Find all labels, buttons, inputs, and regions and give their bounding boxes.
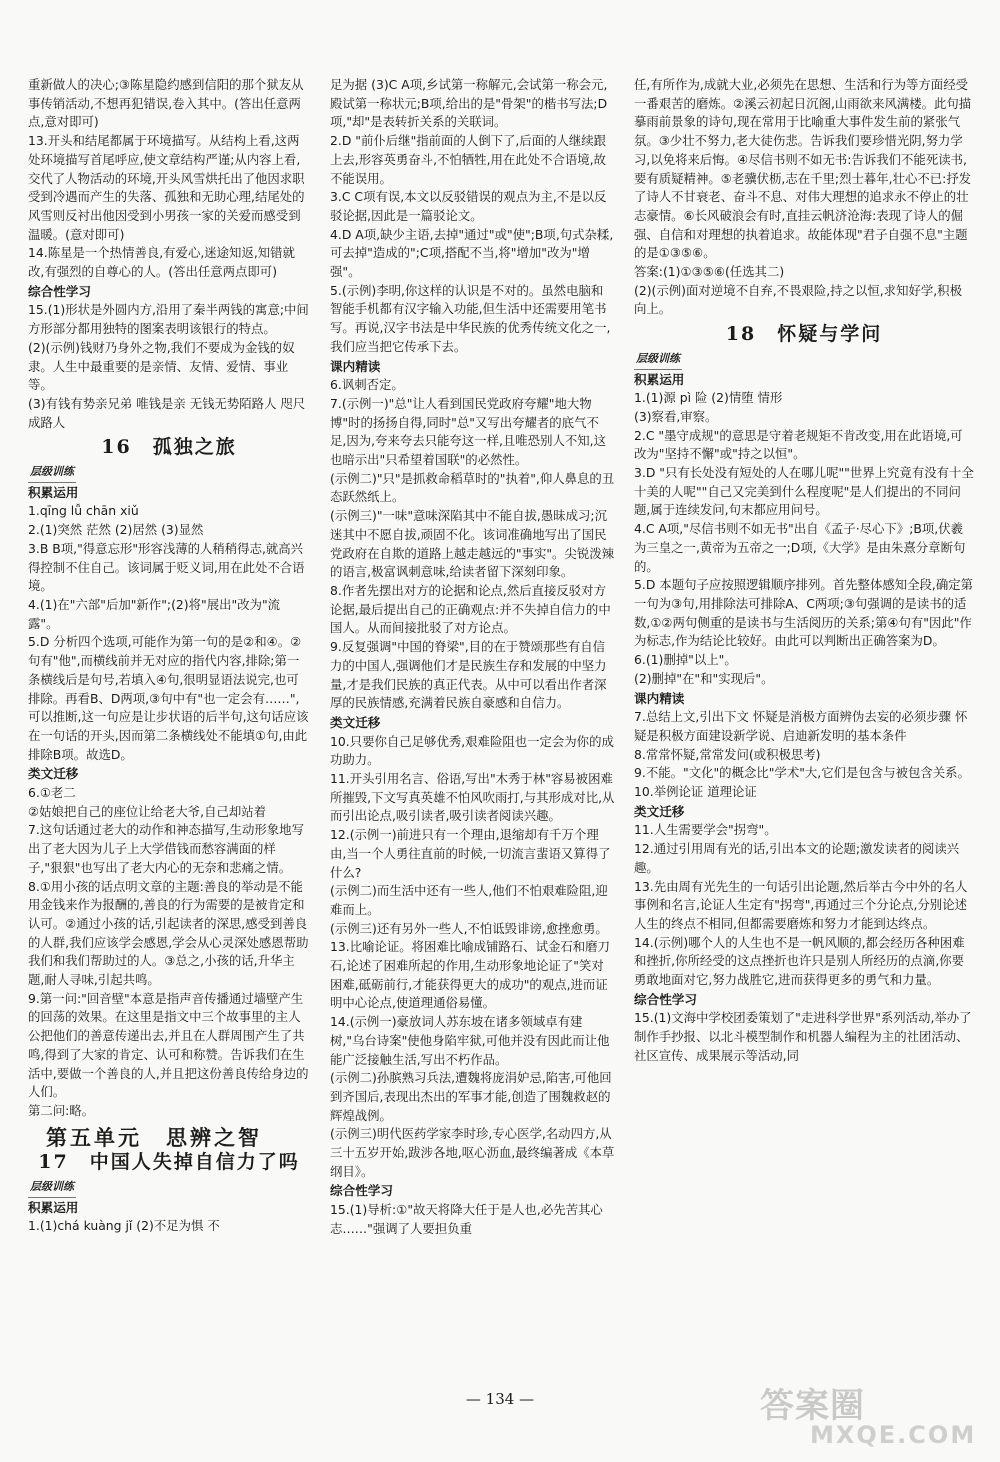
answer-item: (2)(示例)面对逆境不自弃,不畏艰险,持之以恒,求知好学,积极向上。: [634, 282, 962, 317]
answer-item: 15.(1)文海中学校团委策划了"走进科学世界"系列活动,举办了制作手抄报、以北斗模型制作和机器人编程为主的社团活动、社区宣传、成果展示等活动,同: [634, 1010, 972, 1063]
page-number: — 134 —: [465, 1390, 535, 1408]
section-heading: 积累运用: [634, 371, 685, 387]
answer-item: 2.(1)突然 茫然 (2)居然 (3)显然: [28, 522, 204, 538]
section-heading: 积累运用: [28, 484, 79, 500]
answer-item: 3.C C项有误,本文以反驳错误的观点为主,不是以反驳论据,因此是一篇驳论文。: [330, 189, 607, 223]
column-right: [634, 76, 974, 1066]
answer-item: 7.总结上文,引出下文 怀疑是消极方面辨伪去妄的必须步骤 怀疑是积极方面建设新学说、启迪新发明的基本条件: [634, 709, 968, 743]
answer-item: 8.作者先摆出对方的论据和论点,然后直接反驳对方论据,最后提出自己的正确观点:并不失掉自信力的中国人。从而间接批驳了对方论点。: [330, 582, 611, 636]
answer-item: 11.人生需要学会"拐弯"。: [634, 822, 777, 838]
section-tag-row: [634, 348, 974, 370]
section-heading: 课内精读: [634, 690, 685, 706]
answer-item: 14.(示例)哪个人的人生也不是一帆风顺的,都会经历各种困难和挫折,你所经受的这点挫折也许只是别人所经历的点滴,你要勇敢地面对它,努力战胜它,进而获得更多的勇气和力量。: [634, 934, 965, 988]
answer-item: 15.(1)导析:①"故天将降大任于是人也,必先苦其心志……"强调了人要担负重: [330, 1202, 603, 1236]
section-heading: 课内精读: [330, 358, 381, 374]
answer-item: 1.(1)源 pì 险 (2)情堕 情形: [634, 390, 783, 406]
section-heading: 类文迁移: [330, 714, 381, 730]
answer-item: 13.先由周有光先生的一句话引出论题,然后举古今中外的名人事例和名言,论证人生定有"拐弯",再通过三个分论点,分别论述人生的终点不相同,但都需要磨炼和努力才能到达终点。: [634, 878, 968, 931]
section-heading: 综合性学习: [28, 283, 91, 299]
section-tag-row: [28, 1176, 310, 1198]
answer-item: 5.D 分析四个选项,可能作为第一句的是②和④。②句有"他",而横线前并无对应的指代内容,排除;第一条横线后是句号,若填入④句,很明显语法说完,也可排除。再看B、D两项,③句中有"也一定会有……",可以推断,这一句应是让步状语的后半句,这句话应该在一句话的开头,因而第二条横线处不能填①句,由此排除B项。故选D。: [28, 634, 309, 762]
answer-item: 答案:(1)①③⑤⑥(任选其二): [634, 264, 785, 280]
section-heading: 类文迁移: [28, 766, 79, 782]
lesson-title: 18 怀疑与学问: [725, 323, 883, 346]
watermark-top: 答案圈: [760, 1386, 865, 1426]
answer-item: (示例二)而生活中还有一些人,他们不怕艰难险阻,迎难而上。: [330, 883, 608, 917]
answer-item: (示例三)"一味"意味深陷其中不能自拔,愚昧成习;沉迷其中不愿自拔,顽固不化。该词准确地写出了国民党政府在自欺的道路上越走越远的"事实"。尖锐泼辣的语言,极富讽刺意味,给读者留下深刻印象。: [330, 508, 614, 580]
answer-item: 2.C "墨守成规"的意思是守着老规矩不肯改变,用在此语境,可改为"坚持不懈"或"持之以恒"。: [634, 427, 963, 462]
answer-item: 2.D "前仆后继"指前面的人倒下了,后面的人继续跟上去,形容英勇奋斗,不怕牺牲,用在此处不合语境,故不能误用。: [330, 133, 607, 186]
answer-item: 14.陈星是一个热情善良,有爱心,迷途知返,知错就改,有强烈的自尊心的人。(答出任意两点即可): [28, 245, 295, 280]
answer-item: 13.比喻论证。将困难比喻成铺路石、试金石和磨刀石,论述了困难所起的作用,生动形象地论证了"笑对困难,砥砺前行,才能获得更大的成功"的观点,进而证明中心论点,使道理通俗易懂。: [330, 939, 610, 1011]
answer-item: 9.第一问:"回音壁"本意是指声音传播通过墙壁产生的回荡的效果。在这里是指文中三个故事里的主人公把他们的善意传递出去,并且在人群周围产生了共鸣,得到了大家的肯定、认可和称赞。告诉我们在生活中,要做一个善良的人,并且把这份善良传给身边的人们。: [28, 990, 309, 1100]
answer-item: 3.D "只有长处没有短处的人在哪儿呢""世界上究竟有没有十全十美的人呢""自己又完美到什么程度呢"是人们提出的不同问题,属于连续发问,句末都应用问号。: [634, 465, 974, 518]
answer-item: 7.(示例一)"总"让人看到国民党政府夸耀"地大物博"时的扬扬自得,同时"总"又写出夸耀者的底气不足,因为,夸来夸去只能夸这一样,且唯恐别人不知,这也暗示出"只希望着国联"的必然性。: [330, 395, 606, 468]
answer-item: 足为据 (3)C A项,乡试第一称解元,会试第一称会元,殿试第一称状元;B项,给出的是"骨架"的楷书写法;D项,"却"是表转折关系的关联词。: [330, 77, 608, 130]
section-tag: 层级训练: [634, 350, 682, 370]
answer-item: 1.(1)chá kuàng jǐ (2)不足为惧 不: [28, 1218, 220, 1234]
answer-item: (示例二)孙膑熟习兵法,遭魏将庞涓妒忌,陷害,可他回到齐国后,表现出杰出的军事才能,创造了围魏救赵的辉煌战例。: [330, 1070, 612, 1123]
answer-item: 第二问:略。: [28, 1102, 95, 1118]
section-heading: 积累运用: [28, 1199, 79, 1215]
answer-item: 8.常常怀疑,常常发问(或积极思考): [634, 746, 821, 762]
answer-item: 12.(示例一)前进只有一个理由,退缩却有千万个理由,当一个人勇往直前的时候,一切流言蜚语又算得了什么?: [330, 827, 611, 880]
answer-item: 4.D A项,缺少主语,去掉"通过"或"使";B项,句式杂糅,可去掉"造成的";C项,搭配不当,将"增加"改为"增强"。: [330, 226, 614, 280]
section-tag: 层级训练: [28, 463, 76, 483]
section-tag: 层级训练: [28, 1178, 76, 1198]
answer-item: 12.通过引用周有光的话,引出本文的论题;激发读者的阅读兴趣。: [634, 841, 960, 875]
watermark-logo: [760, 1378, 990, 1458]
column-middle: [330, 76, 615, 1239]
answer-item: 14.(示例一)豪放词人苏东坡在诸多领域卓有建树,"乌台诗案"使他身陷牢狱,可他并没有因此而让他能广泛接触生活,写出不朽作品。: [330, 1014, 610, 1067]
answer-item: 6.讽刺否定。: [330, 377, 404, 393]
section-tag-row: [28, 461, 310, 483]
answer-item: 4.(1)在"六部"后加"新作";(2)将"展出"改为"流露"。: [28, 596, 281, 631]
answer-item: (3)有钱有势亲兄弟 唯钱是亲 无钱无势陌路人 咫尺成路人: [28, 395, 306, 430]
answer-item: 10.只要你自己足够优秀,艰难险阻也一定会为你的成功助力。: [330, 733, 614, 768]
answer-item: 1.qīng lǚ chān xiǔ: [28, 503, 139, 519]
answer-item: (示例三)还有另外一些人,不怕诋毁诽谤,愈挫愈勇。: [330, 920, 608, 936]
answer-item: ②姑娘把自己的座位让给老大爷,自己却站着: [28, 803, 267, 819]
lesson-title: 17 中国人失掉自信力了吗: [38, 1151, 300, 1174]
answer-item: 5.D 本题句子应按照逻辑顺序排列。首先整体感知全段,确定第一句为③句,用排除法可排除A、C两项;③句强调的是读书的适数,①②两句侧重的是读书与生活阅历的关系;第④句有"因此"作为标志,作为结论比较好。由此可以判断出正确答案为D。: [634, 577, 974, 649]
answer-item: (3)察看,审察。: [634, 408, 718, 424]
answer-item: (示例三)明代医药学家李时珍,专心医学,名动四方,从三十五岁开始,跋涉各地,呕心沥血,最终编著成《本草纲目》。: [330, 1126, 615, 1179]
answer-item: 6.(1)删掉"以上"。: [634, 652, 737, 668]
answer-item: 10.举例论证 道理论证: [634, 784, 757, 800]
section-heading: 综合性学习: [330, 1183, 393, 1199]
answer-item: 9.不能。"文化"的概念比"学术"大,它们是包含与被包含关系。: [634, 765, 970, 781]
section-heading: 综合性学习: [634, 991, 697, 1007]
answer-item: 9.反复强调"中国的脊梁",目的在于赞颂那些有自信力的中国人,强调他们才是民族生存和发展的中坚力量,才是我们民族的真正代表。从中可以看出作者深厚的民族情感,充满着民族自豪感和自信力。: [330, 639, 607, 711]
answer-item: 4.C A项,"尽信书则不如无书"出自《孟子·尽心下》;B项,伏羲为三皇之一,黄帝为五帝之一;D项,《大学》是由朱熹分章断句的。: [634, 521, 966, 574]
answer-item: (示例二)"只"是抓救命稻草时的"执着",仰人鼻息的丑态跃然纸上。: [330, 470, 615, 505]
lesson-title: 16 孤独之旅: [101, 436, 237, 459]
answer-item: 任,有所作为,成就大业,必须先在思想、生活和行为等方面经受一番艰苦的磨炼。②溪云初起日沉阁,山雨欲来风满楼。此句描摹雨前景象的诗句,现在常用于比喻重大事件发生前的紧张气氛。③少壮不努力,老大徒伤悲。告诉我们要珍惜光阴,努力学习,以免将来后悔。④尽信书则不如无书:告诉我们不能死读书,要有质疑精神。⑤老骥伏枥,志在千里;烈士暮年,壮心不已:抒发了诗人不甘衰老、奋斗不息、对伟大理想的追求永不停止的壮志豪情。⑥长风破浪会有时,直挂云帆济沧海:表现了诗人的倔强、自信和对理想的执着追求。故能体现"君子自强不息"主题的是①③⑤⑥。: [634, 77, 972, 261]
answer-item: 7.这句话通过老大的动作和神态描写,生动形象地写出了老大因为儿子上大学借钱而愁容满面的样子,"狠狠"也写出了老大内心的无奈和悲痛之情。: [28, 822, 304, 875]
answer-item: 6.①老二: [28, 785, 76, 801]
answer-item: 重新做人的决心;③陈星隐约感到信阳的那个狱友从事传销活动,不想再犯错误,卷入其中。(答出任意两点,意对即可): [28, 77, 304, 130]
column-left: [28, 76, 310, 1236]
answer-item: 5.(示例)李明,你这样的认识是不对的。虽然电脑和智能手机都有汉字输入功能,但生活中还需要用笔书写。再说,汉字书法是中华民族的优秀传统文化之一,我们应当把它传承下去。: [330, 282, 611, 354]
section-heading: 类文迁移: [634, 803, 685, 819]
answer-item: (2)删掉"在"和"实现后"。: [634, 670, 774, 686]
watermark-bottom: MXQE.COM: [810, 1421, 977, 1449]
answer-item: 8.①用小孩的话点明文章的主题:善良的举动是不能用金钱来作为报酬的,善良的行为需要的是被肯定和认可。②通过小孩的话,引起读者的深思,感受到善良的人群,我们应该学会感恩,学会从心灵深处感恩帮助我们和我们帮助过的人。③总之,小孩的话,升华主题,耐人寻味,引起共鸣。: [28, 878, 309, 988]
answer-item: 15.(1)形状是外圆内方,沿用了秦半两钱的寓意;中间方形部分都用独特的图案表明该银行的特点。: [28, 302, 309, 337]
answer-item: 11.开头引用名言、俗语,写出"木秀于林"容易被困难所摧毁,下文写真英雄不怕风吹雨打,与其形成对比,从而引出论点,吸引读者,吸引读者阅读兴趣。: [330, 771, 615, 824]
answer-item: (2)(示例)钱财乃身外之物,我们不要成为金钱的奴隶。人生中最重要的是亲情、友情、爱情、事业等。: [28, 339, 295, 393]
answer-item: 13.开头和结尾都属于环境描写。从结构上看,这两处环境描写首尾呼应,使文章结构严谨;从内容上看,交代了人物活动的环境,开头风雪烘托出了他因求职受到冷遇而产生的失落、孤独和无助心理,结尾处的风雪则反衬出他因受到小男孩一家的关爱而感受到温暖。(意对即可): [28, 133, 305, 242]
unit-title: 第五单元 思辨之智: [46, 1124, 262, 1150]
answer-item: 3.B B项,"得意忘形"形容浅薄的人稍稍得志,就高兴得控制不住自己。该词属于贬义词,用在此处不合语境。: [28, 540, 305, 594]
